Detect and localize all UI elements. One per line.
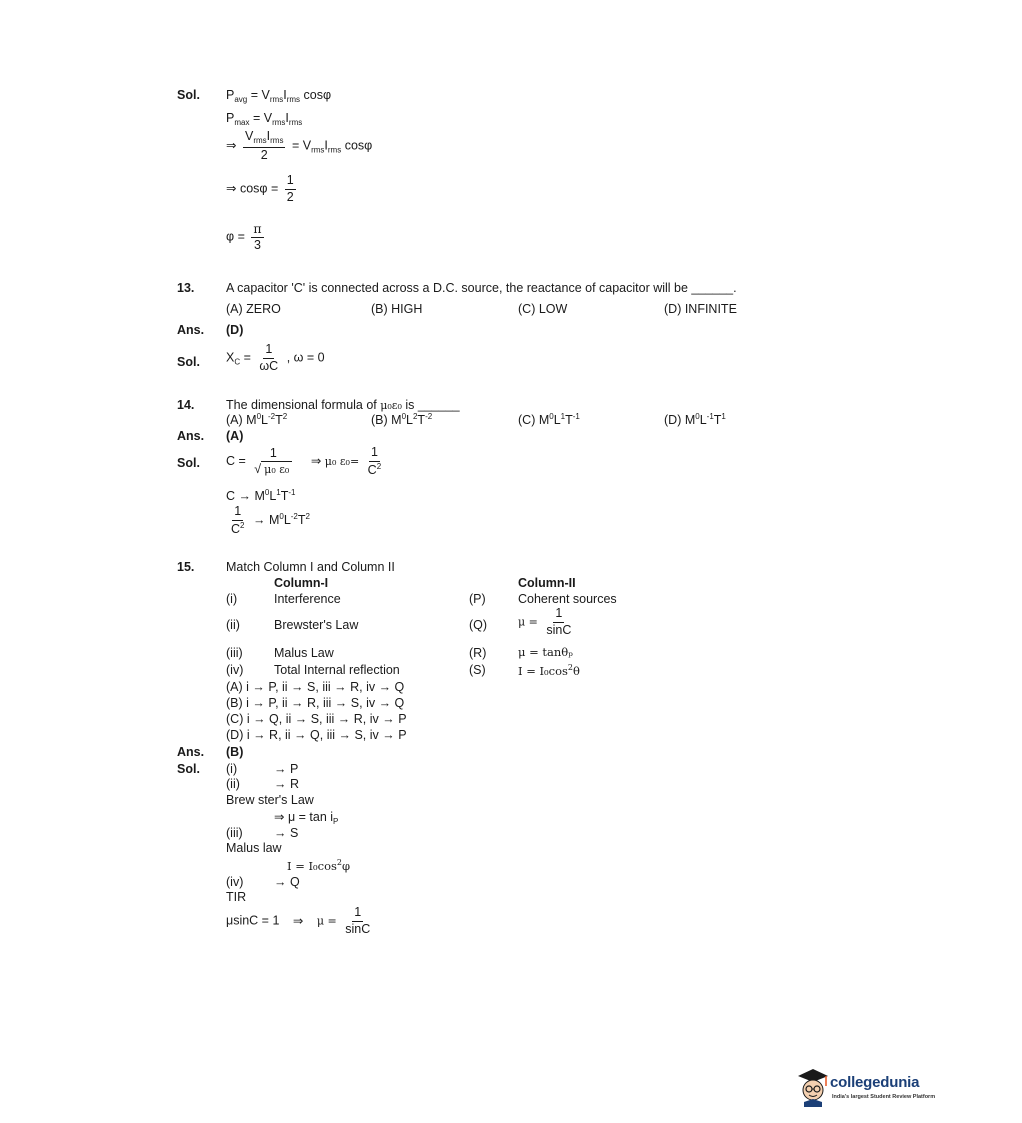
speed-of-light-equation: C = $\frac{1}{\text{√ μ₀ ε₀}}$ ⇒ μ₀ ε₀= $\frac{1}{C^2}$ [226, 445, 382, 477]
option-c-15: (C) i → Q, ii → S, iii → R, iv → P [226, 712, 407, 726]
question-text-13: A capacitor 'C' is connected across a D.C. source, the reactance of capacitor will be ______. [226, 281, 737, 295]
row-item-3: Malus Law [274, 646, 334, 660]
option-a-13: (A) ZERO [226, 302, 281, 316]
sol-iv-map: → Q [274, 875, 300, 889]
row-match-3: μ = tanθₚ [518, 645, 573, 659]
row-idx-2: (ii) [226, 618, 240, 632]
question-number-14: 14. [177, 398, 195, 412]
phi-equation: φ = $\frac{\pi}{3}$ [226, 221, 262, 252]
question-number-15: 15. [177, 560, 195, 574]
pavg-equation: $P_{avg} = V_{rms}I_{rms}$ cosφ [226, 88, 332, 104]
row-idx-4: (iv) [226, 663, 244, 677]
sol-critical-angle-equation: μsinC = 1 ⇒ μ = $\frac{1}{\sin C}$ [226, 905, 371, 936]
inverse-c2-dimension-line: $\frac{1}{C^2}$ → $M^0L^{-2}T^2$ [231, 504, 310, 536]
row-item-1: Interference [274, 592, 341, 606]
answer-14: (A) [226, 429, 244, 443]
sol-i-idx: (i) [226, 762, 238, 776]
answer-13: (D) [226, 323, 244, 337]
question-number-13: 13. [177, 281, 195, 295]
reactance-equation: $X_C$ = $\frac{1}{\omega C}$ , ω = 0 [226, 342, 325, 373]
option-c-14: (C) $M^0L^1T^{-1}$ [518, 412, 580, 427]
ans-label-15: Ans. [177, 745, 205, 759]
option-b-15: (B) i → P, ii → R, iii → S, iv → Q [226, 696, 405, 710]
row-match-4: $I = I_0\cos^2\theta$ [518, 663, 580, 678]
row-key-3: (R) [469, 646, 487, 660]
c-dimension-line: $C \to M^0L^1T^{-1}$ [226, 488, 296, 503]
row-key-1: (P) [469, 592, 486, 606]
option-a-15: (A) i → P, ii → S, iii → R, iv → Q [226, 680, 405, 694]
option-d-14: (D) $M^0L^{-1}T^1$ [664, 412, 726, 427]
brand-name: collegedunia [830, 1074, 920, 1091]
sol-ii-idx: (ii) [226, 777, 240, 791]
sol-iii-map: → S [274, 826, 299, 840]
cos-phi-equation: ⇒ cosφ = $\frac{1}{2}$ [226, 173, 294, 204]
option-b-13: (B) HIGH [371, 302, 423, 316]
ans-label-13: Ans. [177, 323, 205, 337]
sol-brewster-label: Brew ster's Law [226, 793, 314, 807]
sol-brewster-equation: ⇒ $\mu = \tan i_P$ [274, 810, 339, 826]
row-idx-3: (iii) [226, 646, 243, 660]
option-d-13: (D) INFINITE [664, 302, 737, 316]
row-match-2: μ = $\frac{1}{\sin C}$ [518, 606, 572, 637]
sol-label-14: Sol. [177, 456, 200, 470]
row-item-2: Brewster's Law [274, 618, 359, 632]
answer-15: (B) [226, 745, 244, 759]
option-a-14: (A) $M^0L^{-2}T^2$ [226, 412, 288, 427]
row-key-4: (S) [469, 663, 486, 677]
row-match-1: Coherent sources [518, 592, 617, 606]
option-d-15: (D) i → R, ii → Q, iii → S, iv → P [226, 728, 407, 742]
pmax-equation: $P_{max} = V_{rms}I_{rms}$ [226, 111, 303, 127]
sol-ii-map: → R [274, 777, 299, 791]
option-c-13: (C) LOW [518, 302, 568, 316]
sol-label-12: Sol. [177, 88, 200, 102]
sol-i-map: → P [274, 762, 299, 776]
sol-label-15: Sol. [177, 762, 200, 776]
column-2-heading: Column-II [518, 576, 576, 590]
row-item-4: Total Internal reflection [274, 663, 400, 677]
column-1-heading: Column-I [274, 576, 329, 590]
half-power-equation: ⇒ $\frac{V_{rms}I_{rms}}{2}$ = $V_{rms}I_{rms}$ cosφ [226, 129, 373, 162]
question-text-15: Match Column I and Column II [226, 560, 395, 574]
row-idx-1: (i) [226, 592, 238, 606]
sol-malus-equation: $I = I_0\cos^2\varphi$ [287, 858, 351, 873]
row-key-2: (Q) [469, 618, 488, 632]
question-text-14: The dimensional formula of μ₀ε₀ is ______ [226, 398, 460, 412]
sol-label-13: Sol. [177, 355, 200, 369]
student-mascot-icon [796, 1066, 830, 1108]
sol-iv-idx: (iv) [226, 875, 244, 889]
ans-label-14: Ans. [177, 429, 205, 443]
option-b-14: (B) $M^0L^2T^{-2}$ [371, 412, 433, 427]
sol-tir-label: TIR [226, 890, 247, 904]
brand-tagline: India's largest Student Review Platform [832, 1094, 936, 1100]
sol-iii-idx: (iii) [226, 826, 243, 840]
sol-malus-label: Malus law [226, 841, 282, 855]
collegedunia-logo [796, 1066, 946, 1110]
